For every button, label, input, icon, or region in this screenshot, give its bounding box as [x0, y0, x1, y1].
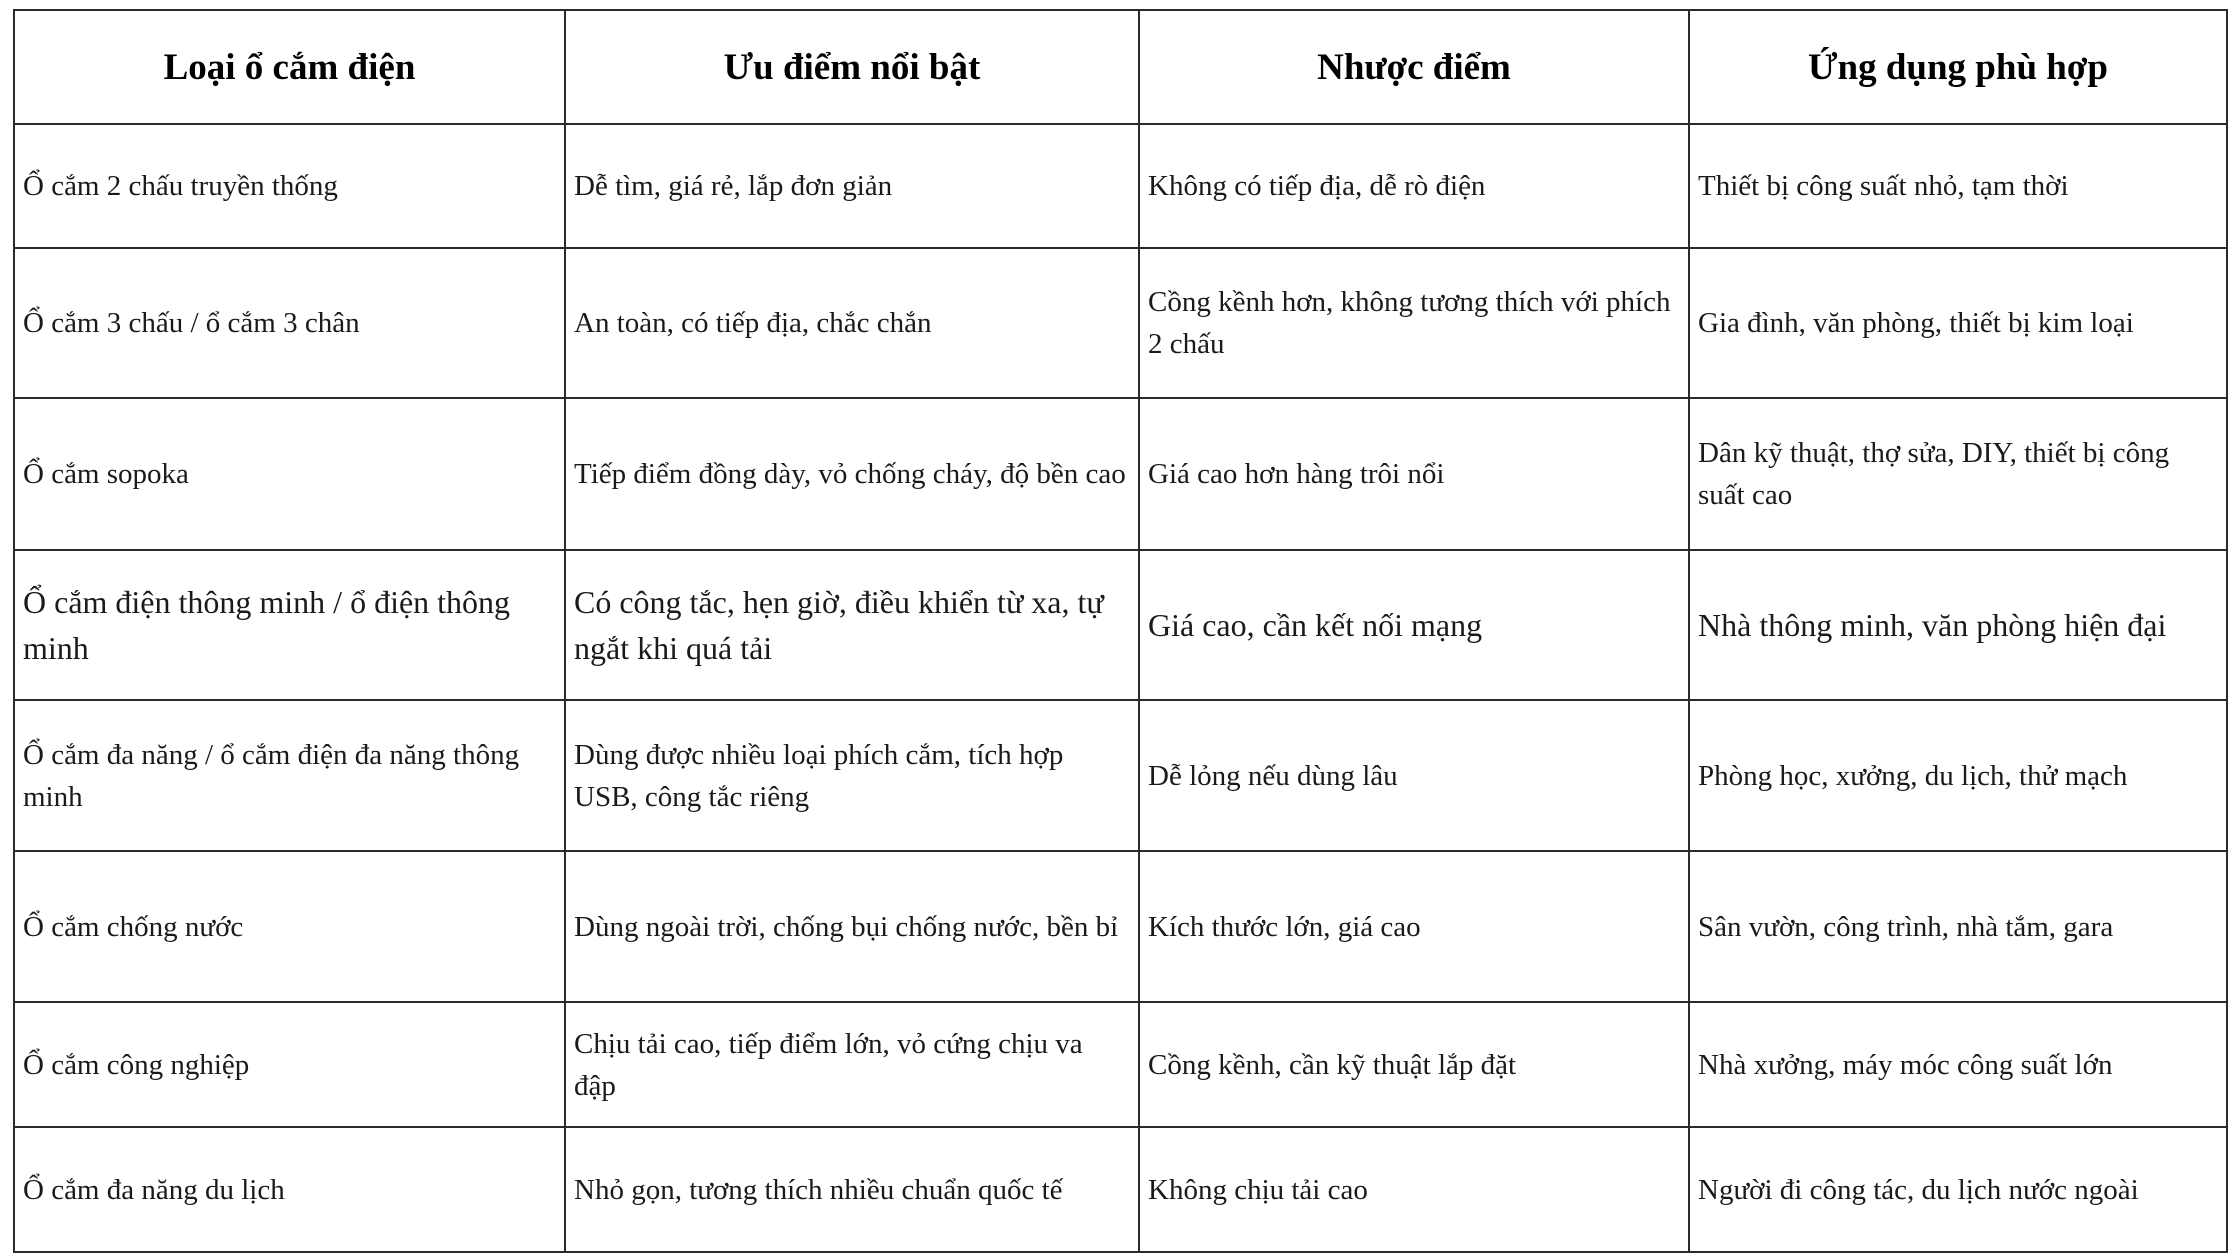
cell-applications: Người đi công tác, du lịch nước ngoài [1689, 1127, 2227, 1252]
cell-advantages: Có công tắc, hẹn giờ, điều khiển từ xa, tự ngắt khi quá tải [565, 550, 1139, 700]
cell-advantages: Chịu tải cao, tiếp điểm lớn, vỏ cứng chịu va đập [565, 1002, 1139, 1127]
cell-advantages: An toàn, có tiếp địa, chắc chắn [565, 248, 1139, 398]
table-row [14, 398, 2227, 550]
cell-advantages: Nhỏ gọn, tương thích nhiều chuẩn quốc tế [565, 1127, 1139, 1252]
cell-disadvantages: Không chịu tải cao [1139, 1127, 1689, 1252]
cell-socket-type: Ổ cắm 3 chấu / ổ cắm 3 chân [14, 248, 565, 398]
header-socket-type: Loại ổ cắm điện [14, 10, 565, 124]
table-header-row [14, 10, 2227, 124]
cell-disadvantages: Không có tiếp địa, dễ rò điện [1139, 124, 1689, 248]
cell-advantages: Tiếp điểm đồng dày, vỏ chống cháy, độ bền cao [565, 398, 1139, 550]
cell-applications: Sân vườn, công trình, nhà tắm, gara [1689, 851, 2227, 1002]
header-applications: Ứng dụng phù hợp [1689, 10, 2227, 124]
cell-socket-type: Ổ cắm đa năng / ổ cắm điện đa năng thông minh [14, 700, 565, 851]
cell-socket-type: Ổ cắm chống nước [14, 851, 565, 1002]
table-row [14, 851, 2227, 1002]
cell-applications: Gia đình, văn phòng, thiết bị kim loại [1689, 248, 2227, 398]
socket-comparison-table [13, 9, 2228, 1253]
cell-advantages: Dùng được nhiều loại phích cắm, tích hợp USB, công tắc riêng [565, 700, 1139, 851]
cell-applications: Nhà xưởng, máy móc công suất lớn [1689, 1002, 2227, 1127]
cell-socket-type: Ổ cắm 2 chấu truyền thống [14, 124, 565, 248]
cell-disadvantages: Giá cao hơn hàng trôi nổi [1139, 398, 1689, 550]
cell-applications: Phòng học, xưởng, du lịch, thử mạch [1689, 700, 2227, 851]
table-row [14, 1002, 2227, 1127]
cell-applications: Dân kỹ thuật, thợ sửa, DIY, thiết bị công suất cao [1689, 398, 2227, 550]
table-row [14, 248, 2227, 398]
table-row [14, 124, 2227, 248]
cell-applications: Nhà thông minh, văn phòng hiện đại [1689, 550, 2227, 700]
cell-advantages: Dùng ngoài trời, chống bụi chống nước, bền bỉ [565, 851, 1139, 1002]
cell-socket-type: Ổ cắm đa năng du lịch [14, 1127, 565, 1252]
cell-disadvantages: Cồng kềnh, cần kỹ thuật lắp đặt [1139, 1002, 1689, 1127]
table-row [14, 700, 2227, 851]
table-row [14, 550, 2227, 700]
cell-disadvantages: Kích thước lớn, giá cao [1139, 851, 1689, 1002]
cell-disadvantages: Giá cao, cần kết nối mạng [1139, 550, 1689, 700]
cell-disadvantages: Cồng kềnh hơn, không tương thích với phích 2 chấu [1139, 248, 1689, 398]
cell-applications: Thiết bị công suất nhỏ, tạm thời [1689, 124, 2227, 248]
cell-disadvantages: Dễ lỏng nếu dùng lâu [1139, 700, 1689, 851]
header-advantages: Ưu điểm nổi bật [565, 10, 1139, 124]
cell-advantages: Dễ tìm, giá rẻ, lắp đơn giản [565, 124, 1139, 248]
table-row [14, 1127, 2227, 1252]
header-disadvantages: Nhược điểm [1139, 10, 1689, 124]
cell-socket-type: Ổ cắm sopoka [14, 398, 565, 550]
cell-socket-type: Ổ cắm điện thông minh / ổ điện thông minh [14, 550, 565, 700]
cell-socket-type: Ổ cắm công nghiệp [14, 1002, 565, 1127]
